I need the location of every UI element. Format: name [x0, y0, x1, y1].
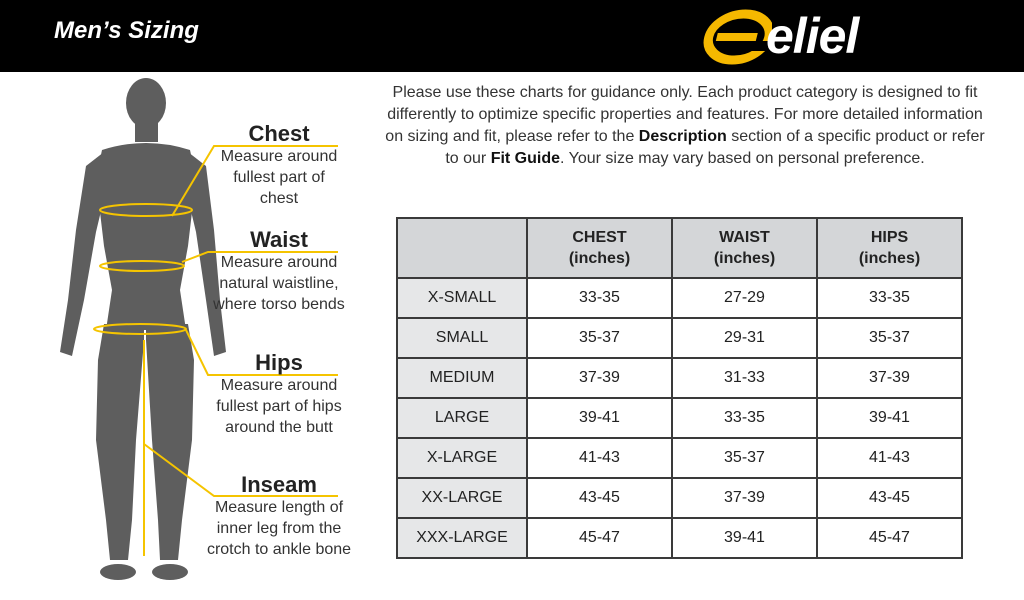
size-cell: XX-LARGE: [397, 478, 527, 518]
chest-cell: 43-45: [527, 478, 672, 518]
hips-cell: 41-43: [817, 438, 962, 478]
hips-cell: 39-41: [817, 398, 962, 438]
column-header-label: HIPS: [870, 229, 909, 246]
waist-cell: 27-29: [672, 278, 817, 318]
hips-cell: 45-47: [817, 518, 962, 558]
size-cell: XXX-LARGE: [397, 518, 527, 558]
waist-cell: 29-31: [672, 318, 817, 358]
hips-desc-line: around the butt: [225, 419, 333, 436]
table-header-row: [397, 218, 962, 278]
column-header-label: WAIST: [719, 229, 770, 246]
intro-text: section of a specific product or refer to our: [445, 128, 985, 167]
size-chart-table: [396, 217, 963, 559]
chest-desc-line: fullest part of: [233, 169, 325, 186]
description-link-text: Description: [638, 128, 727, 145]
table-row: [397, 358, 962, 398]
chest-callout: [194, 122, 364, 209]
waist-desc-line: natural waistline,: [219, 275, 339, 292]
hips-cell: 35-37: [817, 318, 962, 358]
brand-mark-icon: [700, 8, 772, 66]
table-row: [397, 278, 962, 318]
hips-cell: 43-45: [817, 478, 962, 518]
header-bar: [0, 0, 1024, 72]
column-header-waist: [672, 218, 817, 278]
waist-cell: 35-37: [672, 438, 817, 478]
size-cell: X-LARGE: [397, 438, 527, 478]
size-cell: SMALL: [397, 318, 527, 358]
fit-guide-link-text: Fit Guide: [490, 150, 561, 167]
column-header-unit: (inches): [713, 250, 776, 267]
column-header-chest: [527, 218, 672, 278]
hips-desc-line: Measure around: [220, 377, 338, 394]
brand-logo: [700, 8, 980, 66]
waist-callout: [194, 228, 364, 315]
chest-cell: 37-39: [527, 358, 672, 398]
inseam-desc-line: inner leg from the: [216, 520, 342, 537]
inseam-desc-line: crotch to ankle bone: [206, 541, 352, 558]
intro-text: . Your size may vary based on personal preference.: [560, 150, 925, 167]
chest-cell: 33-35: [527, 278, 672, 318]
table-row: [397, 438, 962, 478]
table-row: [397, 318, 962, 358]
chest-cell: 35-37: [527, 318, 672, 358]
hips-desc-line: fullest part of hips: [216, 398, 342, 415]
hips-callout: [194, 351, 364, 438]
brand-wordmark: eliel: [766, 8, 859, 64]
inseam-title: Inseam: [241, 472, 317, 497]
size-cell: MEDIUM: [397, 358, 527, 398]
waist-cell: 33-35: [672, 398, 817, 438]
table-corner-cell: [397, 218, 527, 278]
waist-cell: 37-39: [672, 478, 817, 518]
waist-cell: 39-41: [672, 518, 817, 558]
chest-cell: 45-47: [527, 518, 672, 558]
body-figure-panel: [0, 72, 400, 600]
column-header-unit: (inches): [858, 250, 921, 267]
table-row: [397, 398, 962, 438]
intro-paragraph: [385, 82, 985, 170]
column-header-label: CHEST: [572, 229, 627, 246]
inseam-desc-line: Measure length of: [214, 499, 344, 516]
column-header-hips: [817, 218, 962, 278]
waist-cell: 31-33: [672, 358, 817, 398]
inseam-callout: [194, 473, 364, 560]
column-header-unit: (inches): [568, 250, 631, 267]
chest-title: Chest: [248, 121, 310, 146]
chest-desc-line: chest: [259, 190, 299, 207]
hips-cell: 37-39: [817, 358, 962, 398]
table-row: [397, 518, 962, 558]
waist-desc-line: where torso bends: [213, 296, 345, 313]
hips-title: Hips: [255, 350, 303, 375]
size-cell: X-SMALL: [397, 278, 527, 318]
waist-title: Waist: [250, 227, 308, 252]
waist-desc-line: Measure around: [220, 254, 338, 271]
size-cell: LARGE: [397, 398, 527, 438]
chest-cell: 41-43: [527, 438, 672, 478]
table-row: [397, 478, 962, 518]
hips-cell: 33-35: [817, 278, 962, 318]
chest-desc-line: Measure around: [220, 148, 338, 165]
chest-cell: 39-41: [527, 398, 672, 438]
intro-text: Please use these charts for guidance only. Each product category is designed to fit differently to optimize specific properties and features. For more detailed information on sizing and fit, please refer to the: [385, 84, 983, 145]
page-title: Men’s Sizing: [54, 17, 199, 44]
